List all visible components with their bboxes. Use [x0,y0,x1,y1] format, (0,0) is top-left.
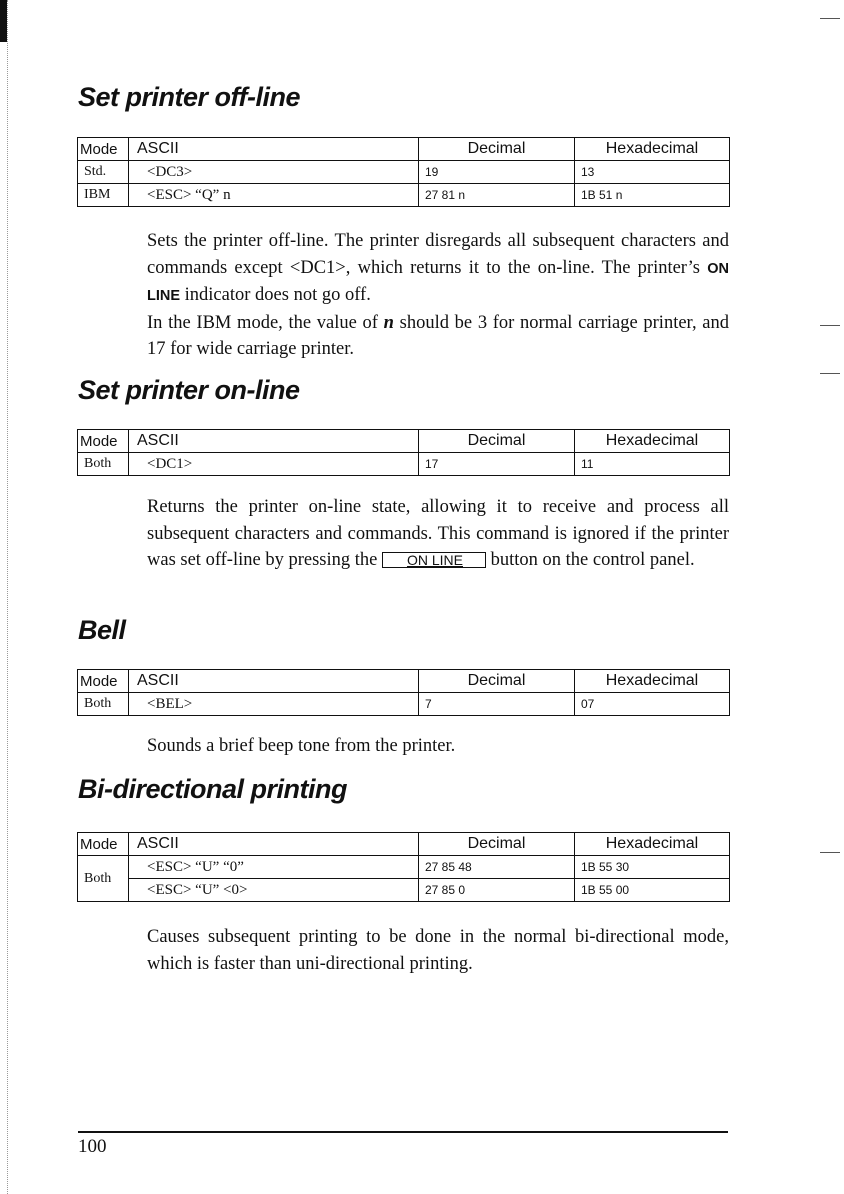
cell-ascii: <ESC> “Q” n [129,184,419,207]
cell-mode: IBM [78,184,129,207]
cell-decimal: 7 [419,693,575,716]
heading-bell: Bell [78,615,126,645]
cell-ascii: <BEL> [129,693,419,716]
desc-text: button on the control panel. [486,550,695,570]
table-header-row [78,430,730,453]
table-row [78,693,730,716]
heading-set-printer-on-line: Set printer on-line [78,375,300,405]
table-row [78,453,730,476]
header-hexadecimal: Hexadecimal [575,833,730,856]
cell-hex: 1B 55 00 [575,879,730,902]
table-header-row [78,138,730,161]
margin-mark [820,18,840,19]
header-mode: Mode [78,430,129,453]
margin-mark [820,373,840,374]
scan-edge-mark [0,0,7,42]
heading-bi-directional-printing: Bi-directional printing [78,774,347,804]
table-row [78,161,730,184]
cell-mode: Both [78,693,129,716]
header-decimal: Decimal [419,430,575,453]
footer-rule [78,1131,728,1133]
scan-edge [0,0,8,1194]
cell-hex: 11 [575,453,730,476]
header-hexadecimal: Hexadecimal [575,430,730,453]
header-hexadecimal: Hexadecimal [575,670,730,693]
header-ascii: ASCII [129,833,419,856]
command-table-off-line [77,137,730,207]
on-line-button-glyph: ON LINE [382,552,486,568]
cell-decimal: 27 81 n [419,184,575,207]
header-decimal: Decimal [419,670,575,693]
cell-hex: 1B 51 n [575,184,730,207]
description-off-line [147,228,729,363]
cell-mode: Both [78,856,129,902]
page-number: 100 [78,1136,107,1157]
desc-text: indicator does not go off. [180,285,371,305]
command-table-bi-directional [77,832,730,902]
on-line-indicator-label: ON LINE [147,260,729,304]
table-row [78,184,730,207]
desc-text: In the IBM mode, the value of [147,312,384,333]
cell-ascii: <ESC> “U” “0” [129,856,419,879]
header-hexadecimal: Hexadecimal [575,138,730,161]
cell-decimal: 27 85 0 [419,879,575,902]
header-decimal: Decimal [419,138,575,161]
header-ascii: ASCII [129,670,419,693]
header-mode: Mode [78,138,129,161]
cell-ascii: <DC1> [129,453,419,476]
desc-text: Returns the printer on-line state, allowing it to receive and process all subsequent characters and commands. This command is ignored if the printer was set off-line by pressing the [147,497,729,570]
description-bell: Sounds a brief beep tone from the printer. [147,736,456,756]
table-header-row [78,833,730,856]
heading-set-printer-off-line: Set printer off-line [78,82,301,112]
command-table-bell [77,669,730,716]
cell-hex: 07 [575,693,730,716]
header-ascii: ASCII [129,138,419,161]
margin-mark [820,325,840,326]
cell-decimal: 17 [419,453,575,476]
margin-mark [820,852,840,853]
table-row [78,856,730,879]
desc-text: should be 3 for normal carriage printer, and 17 for wide carriage printer. [147,312,729,359]
cell-hex: 1B 55 30 [575,856,730,879]
cell-mode: Std. [78,161,129,184]
description-bi-directional: Causes subsequent printing to be done in the normal bi-directional mode, which is faster than uni-directional printing. [147,927,729,974]
param-n: n [383,312,394,333]
cell-mode: Both [78,453,129,476]
desc-text: Sets the printer off-line. The printer disregards all subsequent characters and commands except <DC1>, which returns it to the on-line. The printer’s [147,231,729,278]
cell-hex: 13 [575,161,730,184]
header-mode: Mode [78,670,129,693]
cell-ascii: <ESC> “U” <0> [129,879,419,902]
description-on-line [147,494,729,574]
cell-decimal: 27 85 48 [419,856,575,879]
cell-decimal: 19 [419,161,575,184]
table-row [78,879,730,902]
table-header-row [78,670,730,693]
command-table-on-line [77,429,730,476]
header-decimal: Decimal [419,833,575,856]
cell-ascii: <DC3> [129,161,419,184]
header-ascii: ASCII [129,430,419,453]
header-mode: Mode [78,833,129,856]
